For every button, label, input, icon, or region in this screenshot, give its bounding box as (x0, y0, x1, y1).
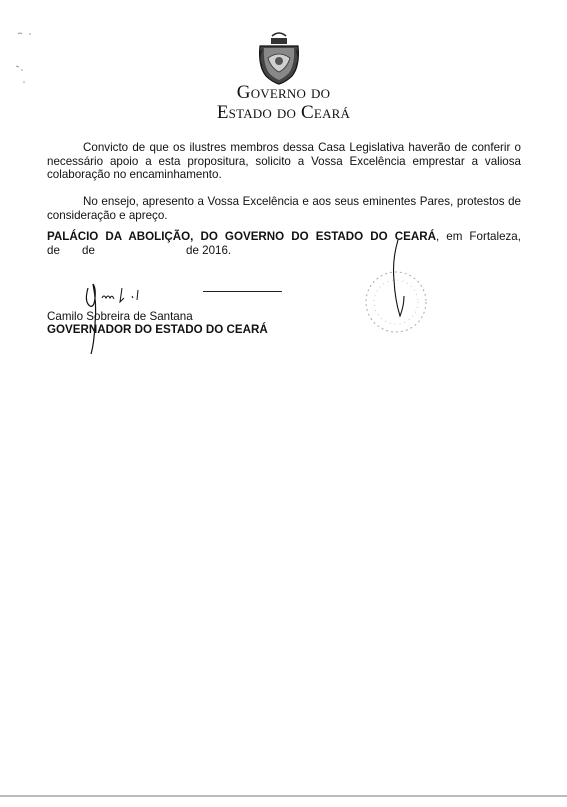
place-bold: PALÁCIO DA ABOLIÇÃO, DO GOVERNO DO ESTADO DO CEARÁ (47, 230, 436, 243)
header-line-1: Governo do (236, 82, 331, 103)
state-coat-of-arms-icon (254, 30, 304, 85)
date-de-2: de (82, 244, 95, 257)
place-rest: , em Fortaleza, (435, 230, 521, 243)
scan-marks (12, 30, 42, 85)
paragraph-1: Convicto de que os ilustres membros dessa Casa Legislativa haverão de conferir o necessário apoio a esta propositura, solicito a Vossa Excelência emprestar a valiosa colaboração no encaminhamento. (47, 141, 521, 181)
paragraph-2: No ensejo, apresento a Vossa Excelência e aos seus eminentes Pares, protestos de consideração e apreço. (47, 195, 521, 222)
signature-rule (203, 291, 282, 292)
signer-role: GOVERNADOR DO ESTADO DO CEARÁ (47, 323, 268, 336)
place-line (47, 230, 521, 244)
date-de-1: de (47, 244, 60, 257)
scan-edge (0, 795, 567, 798)
signer-name: Camilo Sobreira de Santana (47, 310, 193, 323)
official-stamp (358, 240, 433, 350)
header-line-2: Estado do Ceará (216, 102, 351, 123)
date-year: de 2016. (186, 244, 232, 257)
